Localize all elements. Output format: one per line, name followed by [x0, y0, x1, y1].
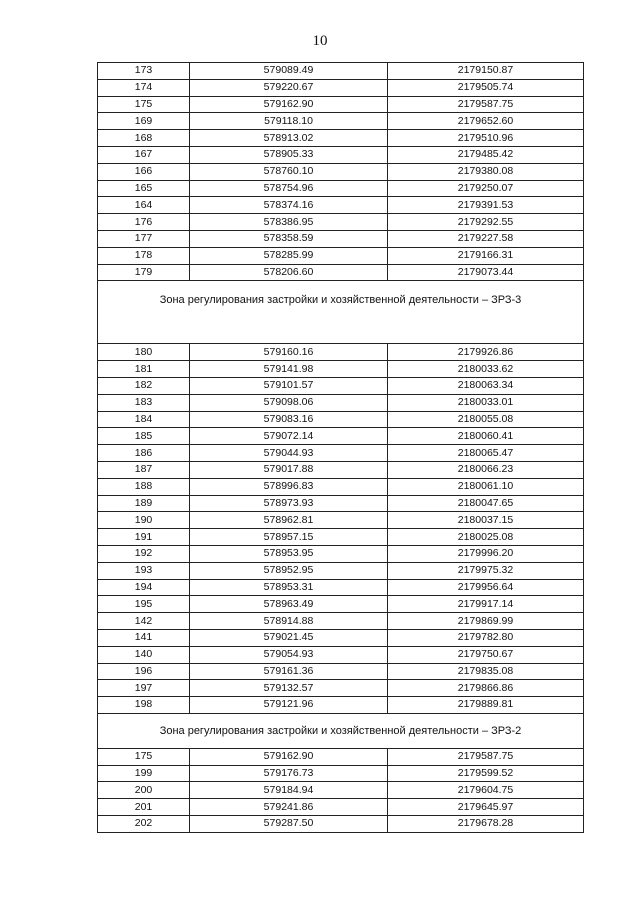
table-row [98, 411, 584, 428]
y-coordinate-cell: 2180060.41 [388, 428, 584, 445]
table-row [98, 113, 584, 130]
y-coordinate-cell: 2179678.28 [388, 816, 584, 833]
table-row [98, 697, 584, 714]
x-coordinate-cell: 578962.81 [190, 512, 388, 529]
point-number-cell: 174 [98, 79, 190, 96]
table-row [98, 130, 584, 147]
y-coordinate-cell: 2179599.52 [388, 765, 584, 782]
y-coordinate-cell: 2180047.65 [388, 495, 584, 512]
x-coordinate-cell: 578754.96 [190, 180, 388, 197]
x-coordinate-cell: 579160.16 [190, 344, 388, 361]
y-coordinate-cell: 2179150.87 [388, 63, 584, 80]
table-row [98, 579, 584, 596]
x-coordinate-cell: 579121.96 [190, 697, 388, 714]
table-row [98, 663, 584, 680]
y-coordinate-cell: 2179866.86 [388, 680, 584, 697]
table-row [98, 478, 584, 495]
point-number-cell: 173 [98, 63, 190, 80]
y-coordinate-cell: 2180037.15 [388, 512, 584, 529]
point-number-cell: 164 [98, 197, 190, 214]
point-number-cell: 192 [98, 545, 190, 562]
y-coordinate-cell: 2179917.14 [388, 596, 584, 613]
x-coordinate-cell: 578963.49 [190, 596, 388, 613]
point-number-cell: 200 [98, 782, 190, 799]
point-number-cell: 167 [98, 146, 190, 163]
x-coordinate-cell: 578952.95 [190, 562, 388, 579]
point-number-cell: 181 [98, 361, 190, 378]
x-coordinate-cell: 579132.57 [190, 680, 388, 697]
x-coordinate-cell: 578996.83 [190, 478, 388, 495]
point-number-cell: 177 [98, 230, 190, 247]
x-coordinate-cell: 578905.33 [190, 146, 388, 163]
table-row [98, 562, 584, 579]
y-coordinate-cell: 2179587.75 [388, 96, 584, 113]
x-coordinate-cell: 579044.93 [190, 445, 388, 462]
x-coordinate-cell: 579021.45 [190, 629, 388, 646]
point-number-cell: 179 [98, 264, 190, 281]
table-row [98, 428, 584, 445]
x-coordinate-cell: 579162.90 [190, 748, 388, 765]
table-row [98, 816, 584, 833]
zone-header-row [98, 713, 584, 748]
point-number-cell: 185 [98, 428, 190, 445]
y-coordinate-cell: 2179485.42 [388, 146, 584, 163]
x-coordinate-cell: 578285.99 [190, 247, 388, 264]
table-row [98, 79, 584, 96]
point-number-cell: 175 [98, 748, 190, 765]
table-row [98, 230, 584, 247]
table-row [98, 495, 584, 512]
point-number-cell: 142 [98, 613, 190, 630]
zone-header-row [98, 281, 584, 344]
table-row [98, 680, 584, 697]
x-coordinate-cell: 579054.93 [190, 646, 388, 663]
y-coordinate-cell: 2179889.81 [388, 697, 584, 714]
x-coordinate-cell: 578953.31 [190, 579, 388, 596]
point-number-cell: 198 [98, 697, 190, 714]
point-number-cell: 190 [98, 512, 190, 529]
point-number-cell: 195 [98, 596, 190, 613]
page-number: 10 [312, 33, 328, 49]
y-coordinate-cell: 2180033.62 [388, 361, 584, 378]
y-coordinate-cell: 2180055.08 [388, 411, 584, 428]
y-coordinate-cell: 2179750.67 [388, 646, 584, 663]
table-row [98, 344, 584, 361]
y-coordinate-cell: 2179835.08 [388, 663, 584, 680]
table-row [98, 377, 584, 394]
point-number-cell: 180 [98, 344, 190, 361]
point-number-cell: 182 [98, 377, 190, 394]
table-row [98, 180, 584, 197]
point-number-cell: 194 [98, 579, 190, 596]
table-row [98, 613, 584, 630]
table-row [98, 629, 584, 646]
point-number-cell: 187 [98, 461, 190, 478]
y-coordinate-cell: 2179956.64 [388, 579, 584, 596]
y-coordinate-cell: 2180063.34 [388, 377, 584, 394]
y-coordinate-cell: 2179391.53 [388, 197, 584, 214]
y-coordinate-cell: 2180033.01 [388, 394, 584, 411]
x-coordinate-cell: 578957.15 [190, 529, 388, 546]
table-row [98, 765, 584, 782]
x-coordinate-cell: 579287.50 [190, 816, 388, 833]
x-coordinate-cell: 578913.02 [190, 130, 388, 147]
x-coordinate-cell: 579162.90 [190, 96, 388, 113]
y-coordinate-cell: 2179652.60 [388, 113, 584, 130]
table-row [98, 461, 584, 478]
table-row [98, 799, 584, 816]
y-coordinate-cell: 2180066.23 [388, 461, 584, 478]
point-number-cell: 166 [98, 163, 190, 180]
x-coordinate-cell: 579220.67 [190, 79, 388, 96]
point-number-cell: 183 [98, 394, 190, 411]
table-row [98, 361, 584, 378]
y-coordinate-cell: 2180061.10 [388, 478, 584, 495]
table-row [98, 163, 584, 180]
point-number-cell: 196 [98, 663, 190, 680]
point-number-cell: 176 [98, 214, 190, 231]
x-coordinate-cell: 579118.10 [190, 113, 388, 130]
point-number-cell: 197 [98, 680, 190, 697]
point-number-cell: 165 [98, 180, 190, 197]
table-row [98, 545, 584, 562]
table-row [98, 748, 584, 765]
table-row [98, 512, 584, 529]
y-coordinate-cell: 2179380.08 [388, 163, 584, 180]
y-coordinate-cell: 2179926.86 [388, 344, 584, 361]
point-number-cell: 184 [98, 411, 190, 428]
x-coordinate-cell: 579101.57 [190, 377, 388, 394]
y-coordinate-cell: 2179227.58 [388, 230, 584, 247]
y-coordinate-cell: 2179604.75 [388, 782, 584, 799]
y-coordinate-cell: 2179996.20 [388, 545, 584, 562]
point-number-cell: 193 [98, 562, 190, 579]
x-coordinate-cell: 579072.14 [190, 428, 388, 445]
point-number-cell: 178 [98, 247, 190, 264]
x-coordinate-cell: 579017.88 [190, 461, 388, 478]
table-row [98, 214, 584, 231]
point-number-cell: 168 [98, 130, 190, 147]
point-number-cell: 140 [98, 646, 190, 663]
point-number-cell: 199 [98, 765, 190, 782]
y-coordinate-cell: 2179587.75 [388, 748, 584, 765]
x-coordinate-cell: 578374.16 [190, 197, 388, 214]
table-row [98, 782, 584, 799]
x-coordinate-cell: 579161.36 [190, 663, 388, 680]
table-row [98, 646, 584, 663]
x-coordinate-cell: 578386.95 [190, 214, 388, 231]
table-row [98, 445, 584, 462]
x-coordinate-cell: 579241.86 [190, 799, 388, 816]
point-number-cell: 189 [98, 495, 190, 512]
x-coordinate-cell: 579089.49 [190, 63, 388, 80]
point-number-cell: 191 [98, 529, 190, 546]
x-coordinate-cell: 578760.10 [190, 163, 388, 180]
zone-title: Зона регулирования застройки и хозяйственной деятельности – ЗРЗ-2 [98, 713, 584, 748]
table-row [98, 394, 584, 411]
x-coordinate-cell: 579098.06 [190, 394, 388, 411]
table-row [98, 197, 584, 214]
y-coordinate-cell: 2179166.31 [388, 247, 584, 264]
x-coordinate-cell: 579176.73 [190, 765, 388, 782]
x-coordinate-cell: 579083.16 [190, 411, 388, 428]
y-coordinate-cell: 2179782.80 [388, 629, 584, 646]
x-coordinate-cell: 579141.98 [190, 361, 388, 378]
y-coordinate-cell: 2180065.47 [388, 445, 584, 462]
coordinates-table [97, 62, 584, 833]
x-coordinate-cell: 579184.94 [190, 782, 388, 799]
point-number-cell: 186 [98, 445, 190, 462]
table-row [98, 247, 584, 264]
y-coordinate-cell: 2180025.08 [388, 529, 584, 546]
y-coordinate-cell: 2179975.32 [388, 562, 584, 579]
x-coordinate-cell: 578953.95 [190, 545, 388, 562]
table-row [98, 264, 584, 281]
y-coordinate-cell: 2179869.99 [388, 613, 584, 630]
point-number-cell: 202 [98, 816, 190, 833]
point-number-cell: 175 [98, 96, 190, 113]
zone-title: Зона регулирования застройки и хозяйственной деятельности – ЗРЗ-3 [98, 281, 584, 344]
y-coordinate-cell: 2179073.44 [388, 264, 584, 281]
table-row [98, 146, 584, 163]
x-coordinate-cell: 578358.59 [190, 230, 388, 247]
y-coordinate-cell: 2179250.07 [388, 180, 584, 197]
y-coordinate-cell: 2179292.55 [388, 214, 584, 231]
table-row [98, 529, 584, 546]
point-number-cell: 169 [98, 113, 190, 130]
table-row [98, 596, 584, 613]
table-row [98, 63, 584, 80]
point-number-cell: 141 [98, 629, 190, 646]
y-coordinate-cell: 2179510.96 [388, 130, 584, 147]
x-coordinate-cell: 578206.60 [190, 264, 388, 281]
point-number-cell: 201 [98, 799, 190, 816]
x-coordinate-cell: 578973.93 [190, 495, 388, 512]
x-coordinate-cell: 578914.88 [190, 613, 388, 630]
table-row [98, 96, 584, 113]
y-coordinate-cell: 2179645.97 [388, 799, 584, 816]
point-number-cell: 188 [98, 478, 190, 495]
y-coordinate-cell: 2179505.74 [388, 79, 584, 96]
